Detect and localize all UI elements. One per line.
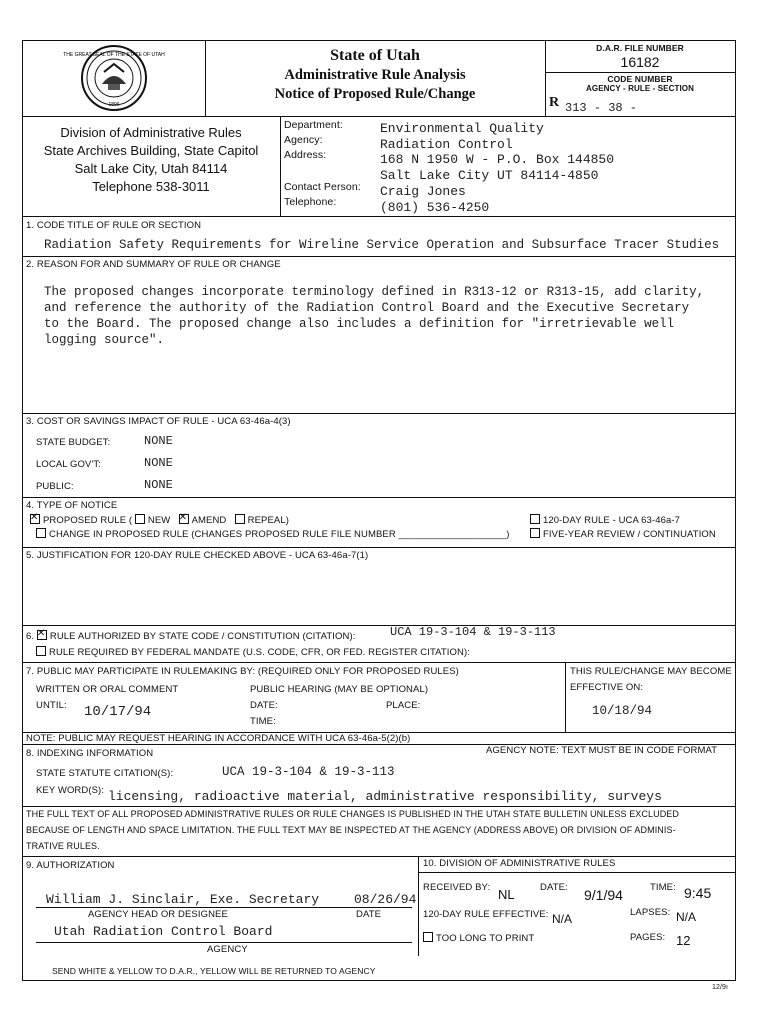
state-code-citation: UCA 19-3-104 & 19-3-113 [390,625,556,639]
division-building: State Archives Building, State Capitol [43,143,259,158]
code-label: CODE NUMBER [607,74,673,84]
send-instructions: SEND WHITE & YELLOW TO D.A.R., YELLOW WILL BE RETURNED TO AGENCY [52,966,376,976]
effective-date-value: 10/18/94 [592,704,653,718]
public-value: NONE [144,478,173,492]
five-year-option[interactable]: FIVE-YEAR REVIEW / CONTINUATION [530,528,716,540]
section8-label: 8. INDEXING INFORMATION [26,748,154,759]
state-code-checkbox[interactable] [37,630,47,640]
effective-label-2: EFFECTIVE ON: [570,682,644,693]
code-prefix: R [549,95,560,110]
local-govt-label: LOCAL GOV'T: [36,459,101,470]
reason-line-2: and reference the authority of the Radiation Control Board and the Executive Secretary [44,301,690,315]
keywords-label: KEY WORD(S): [36,785,105,796]
keywords-value: licensing, radioactive material, administrative responsibility, surveys [108,789,662,804]
utah-seal-icon [63,44,165,112]
change-proposed-option[interactable]: CHANGE IN PROPOSED RULE (CHANGES PROPOSED RULE FILE NUMBER ____________________) [36,528,509,540]
until-label: UNTIL: [36,700,67,711]
section2-label: 2. REASON FOR AND SUMMARY OF RULE OR CHANGE [26,259,281,270]
agency-value: Radiation Control [380,137,513,152]
section9-label: 9. AUTHORIZATION [26,860,115,871]
local-govt-value: NONE [144,456,173,470]
repeal-checkbox[interactable] [235,514,245,524]
fulltext-line-1: THE FULL TEXT OF ALL PROPOSED ADMINISTRATIVE RULES OR RULE CHANGES IS PUBLISHED IN THE UTAH STATE BULLETIN UNLESS EXCLUDED [26,809,680,819]
dar-number: 16182 [620,54,660,70]
form-title-line3: Notice of Proposed Rule/Change [274,86,476,102]
federal-mandate-checkbox[interactable] [36,646,46,656]
division-name: Division of Administrative Rules [60,125,242,140]
pages-value: 12 [676,933,691,948]
svg-text:1896: 1896 [108,102,120,108]
section5-label: 5. JUSTIFICATION FOR 120-DAY RULE CHECKED ABOVE - UCA 63-46a-7(1) [26,550,369,561]
telephone-label: Telephone: [284,196,337,208]
statute-citation-value: UCA 19-3-104 & 19-3-113 [222,765,395,779]
rule-title-value: Radiation Safety Requirements for Wireline Service Operation and Subsurface Tracer Studies [44,238,720,252]
address-line2: Salt Lake City UT 84114-4850 [380,168,599,183]
hearing-date-label: DATE: [250,700,278,711]
contact-person-value: Craig Jones [380,184,466,199]
reason-line-1: The proposed changes incorporate terminology defined in R313-12 or R313-15, add clarity, [44,285,705,299]
lapses-value: N/A [676,910,697,924]
day120-checkbox[interactable] [530,514,540,524]
fulltext-line-3: TRATIVE RULES. [26,841,100,851]
division-city: Salt Lake City, Utah 84114 [74,161,228,176]
received-by-value: NL [498,887,515,902]
state-budget-value: NONE [144,434,173,448]
agency-label: Agency: [284,134,323,146]
received-date-label: DATE: [540,882,568,893]
hearing-place-label: PLACE: [386,700,421,711]
rule-effective-label: 120-DAY RULE EFFECTIVE: [423,909,549,920]
signer-name: William J. Sinclair, Exe. Secretary [46,892,320,907]
new-checkbox[interactable] [135,514,145,524]
frame-right [735,40,736,980]
section1-label: 1. CODE TITLE OF RULE OR SECTION [26,220,202,231]
code-value: 313 - 38 - [565,101,638,115]
effective-label-1: THIS RULE/CHANGE MAY BECOME [570,666,732,677]
until-value: 10/17/94 [84,704,152,720]
statute-citation-label: STATE STATUTE CITATION(S): [36,768,174,779]
department-label: Department: [284,119,343,131]
proposed-rule-option[interactable]: ✕PROPOSED RULE ( NEW ✕ AMEND REPEAL) [30,514,289,526]
agency-name-value: Utah Radiation Control Board [54,924,273,939]
code-sub-label: AGENCY - RULE - SECTION [586,84,694,93]
fulltext-line-2: BECAUSE OF LENGTH AND SPACE LIMITATION. THE FULL TEXT MAY BE INSPECTED AT THE AGENCY (ADDRESS ABOVE) OR DIVISION OF ADMINIS- [26,825,676,835]
contact-person-label: Contact Person: [284,181,361,193]
agency-head-label: AGENCY HEAD OR DESIGNEE [88,909,228,920]
proposed-rule-checkbox[interactable] [30,514,40,524]
day120-option[interactable]: 120-DAY RULE - UCA 63-46a-7 [530,514,680,526]
section6-authorized[interactable]: 6. ✕ RULE AUTHORIZED BY STATE CODE / CONSTITUTION (CITATION): [26,630,355,642]
division-block [22,124,280,196]
change-proposed-checkbox[interactable] [36,528,46,538]
reason-line-3: to the Board. The proposed change also includes a definition for "irretrievable well [44,317,675,331]
state-budget-label: STATE BUDGET: [36,437,111,448]
address-label: Address: [284,149,327,161]
frame-top [22,40,736,41]
signature-date-label: DATE [356,909,382,920]
dar-label: D.A.R. FILE NUMBER [596,43,684,53]
too-long-checkbox[interactable] [423,932,433,942]
department-value: Environmental Quality [380,121,544,136]
received-date-value: 9/1/94 [584,887,623,903]
pages-label: PAGES: [630,932,666,943]
public-label: PUBLIC: [36,481,74,492]
section3-label: 3. COST OR SAVINGS IMPACT OF RULE - UCA 63-46a-4(3) [26,416,291,427]
section10-label: 10. DIVISION OF ADMINISTRATIVE RULES [423,858,616,869]
received-time-label: TIME: [650,882,676,893]
section4-label: 4. TYPE OF NOTICE [26,500,118,511]
rule-effective-value: N/A [552,912,573,926]
form-state-title: State of Utah [330,47,420,64]
amend-checkbox[interactable] [179,514,189,524]
address-line1: 168 N 1950 W - P.O. Box 144850 [380,152,615,167]
agency-label: AGENCY [207,944,248,955]
reason-line-4: logging source". [44,333,165,347]
section6-federal[interactable]: RULE REQUIRED BY FEDERAL MANDATE (U.S. CODE, CFR, OR FED. REGISTER CITATION): [36,646,470,658]
hearing-time-label: TIME: [250,716,276,727]
five-year-checkbox[interactable] [530,528,540,538]
agency-note: AGENCY NOTE: TEXT MUST BE IN CODE FORMAT [486,745,718,756]
form-code: 12/9ı [712,984,729,991]
section7-label: 7. PUBLIC MAY PARTICIPATE IN RULEMAKING BY: (REQUIRED ONLY FOR PROPOSED RULES) [26,666,459,677]
signature-date: 08/26/94 [354,892,417,907]
division-phone: Telephone 538-3011 [92,179,210,194]
too-long-option[interactable]: TOO LONG TO PRINT [423,932,534,944]
hearing-note: NOTE: PUBLIC MAY REQUEST HEARING IN ACCORDANCE WITH UCA 63-46a-5(2)(b) [26,733,411,744]
lapses-label: LAPSES: [630,907,671,918]
public-hearing-label: PUBLIC HEARING (MAY BE OPTIONAL) [250,684,429,695]
written-comment-label: WRITTEN OR ORAL COMMENT [36,684,179,695]
form-title-line2: Administrative Rule Analysis [284,67,466,83]
svg-text:THE GREAT SEAL OF THE STATE OF: THE GREAT SEAL OF THE STATE OF UTAH [63,52,165,58]
received-by-label: RECEIVED BY: [423,882,491,893]
received-time-value: 9:45 [684,885,712,901]
telephone-value: (801) 536-4250 [380,200,490,215]
